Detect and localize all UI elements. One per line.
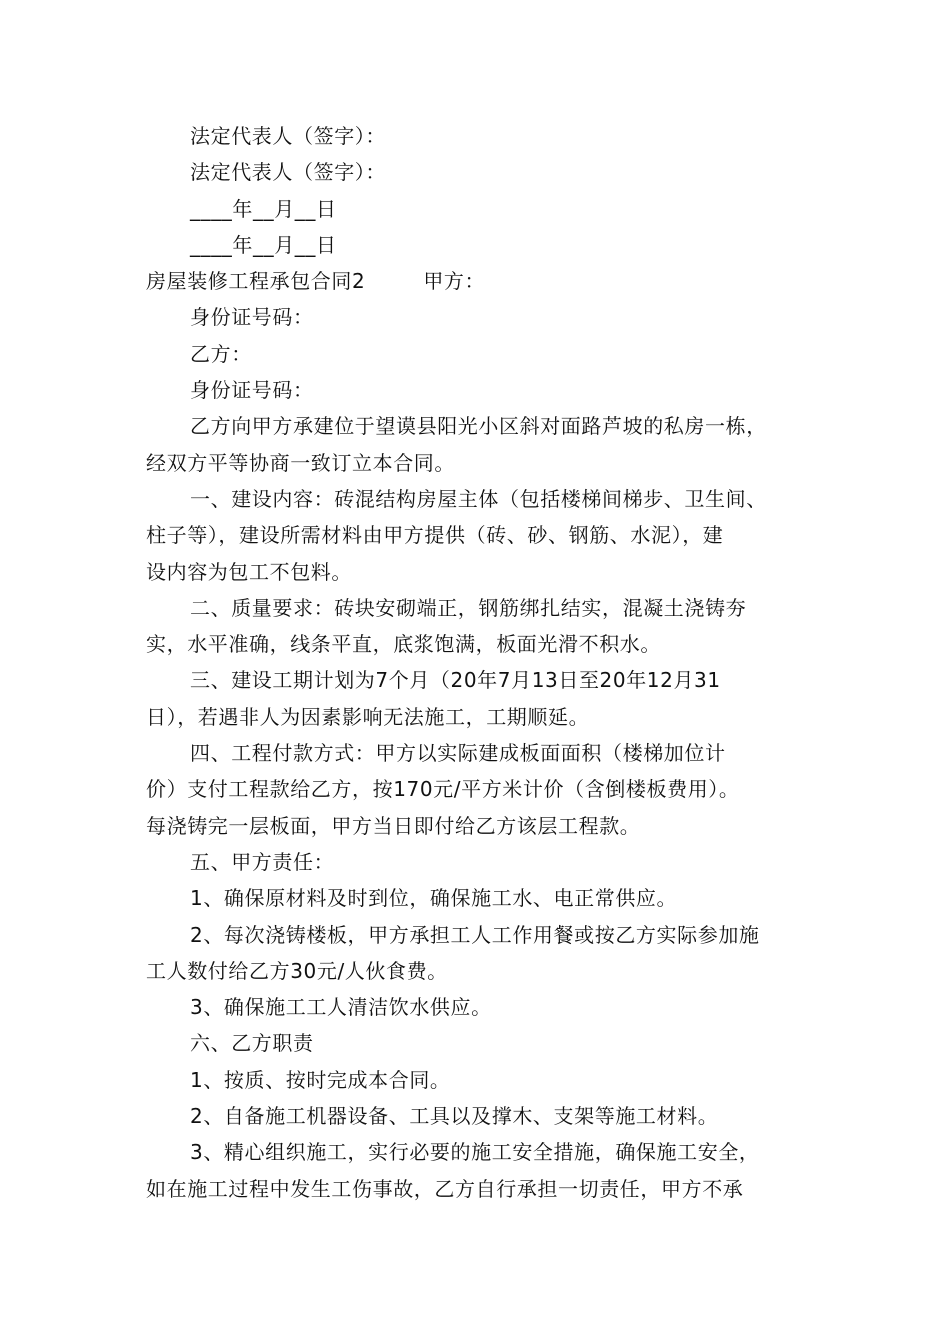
list-item: 2、每次浇铸楼板，甲方承担工人工作用餐或按乙方实际参加施 [190,922,760,947]
paragraph-line: 每浇铸完一层板面，甲方当日即付给乙方该层工程款。 [146,813,641,838]
list-item: 3、精心组织施工，实行必要的施工安全措施，确保施工安全， [190,1140,760,1165]
date-line-2: ____年__月__日 [190,232,337,257]
contract-title-row [146,263,812,299]
date-line-1: ____年__月__日 [190,196,337,221]
section-heading: 六、乙方职责 [190,1031,314,1056]
paragraph-line: 实，水平准确，线条平直，底浆饱满，板面光滑不积水。 [146,632,661,657]
signature-line-legal-rep-1: 法定代表人（签字）： [190,124,386,148]
list-item: 2、自备施工机器设备、工具以及撑木、支架等施工材料。 [190,1104,719,1129]
paragraph-line: 三、建设工期计划为7个月（20年7月13日至20年12月31 [190,668,721,693]
party-b-label: 乙方： [190,341,252,366]
party-b-id-label: 身份证号码： [190,378,314,403]
list-item: 3、确保施工工人清洁饮水供应。 [190,995,492,1020]
signature-line-legal-rep-2: 法定代表人（签字）： [190,160,386,185]
paragraph-line: 日），若遇非人为因素影响无法施工，工期顺延。 [146,704,590,729]
document-body [146,118,812,1207]
paragraph-line: 四、工程付款方式：甲方以实际建成板面面积（楼梯加位计 [190,741,726,766]
list-item-continuation: 工人数付给乙方30元/人伙食费。 [146,958,448,983]
list-item: 1、按质、按时完成本合同。 [190,1067,451,1092]
paragraph-line: 乙方向甲方承建位于望谟县阳光小区斜对面路芦坡的私房一栋， [190,414,767,439]
paragraph-line: 一、建设内容：砖混结构房屋主体（包括楼梯间梯步、卫生间、 [190,486,767,511]
party-a-label: 甲方： [423,269,486,294]
paragraph-line: 经双方平等协商一致订立本合同。 [146,450,455,475]
list-item: 1、确保原材料及时到位，确保施工水、电正常供应。 [190,886,678,911]
paragraph-line: 价）支付工程款给乙方，按170元/平方米计价（含倒楼板费用）。 [146,777,740,802]
paragraph-line: 柱子等），建设所需材料由甲方提供（砖、砂、钢筋、水泥），建 [146,523,724,548]
paragraph-line: 设内容为包工不包料。 [146,559,352,584]
section-heading: 五、甲方责任： [190,849,335,874]
party-a-id-label: 身份证号码： [190,305,314,330]
contract-title: 房屋装修工程承包合同2 [146,269,366,294]
paragraph-line: 二、质量要求：砖块安砌端正，钢筋绑扎结实，混凝土浇铸夯 [190,595,747,620]
list-item-continuation: 如在施工过程中发生工伤事故，乙方自行承担一切责任，甲方不承 [146,1176,744,1201]
